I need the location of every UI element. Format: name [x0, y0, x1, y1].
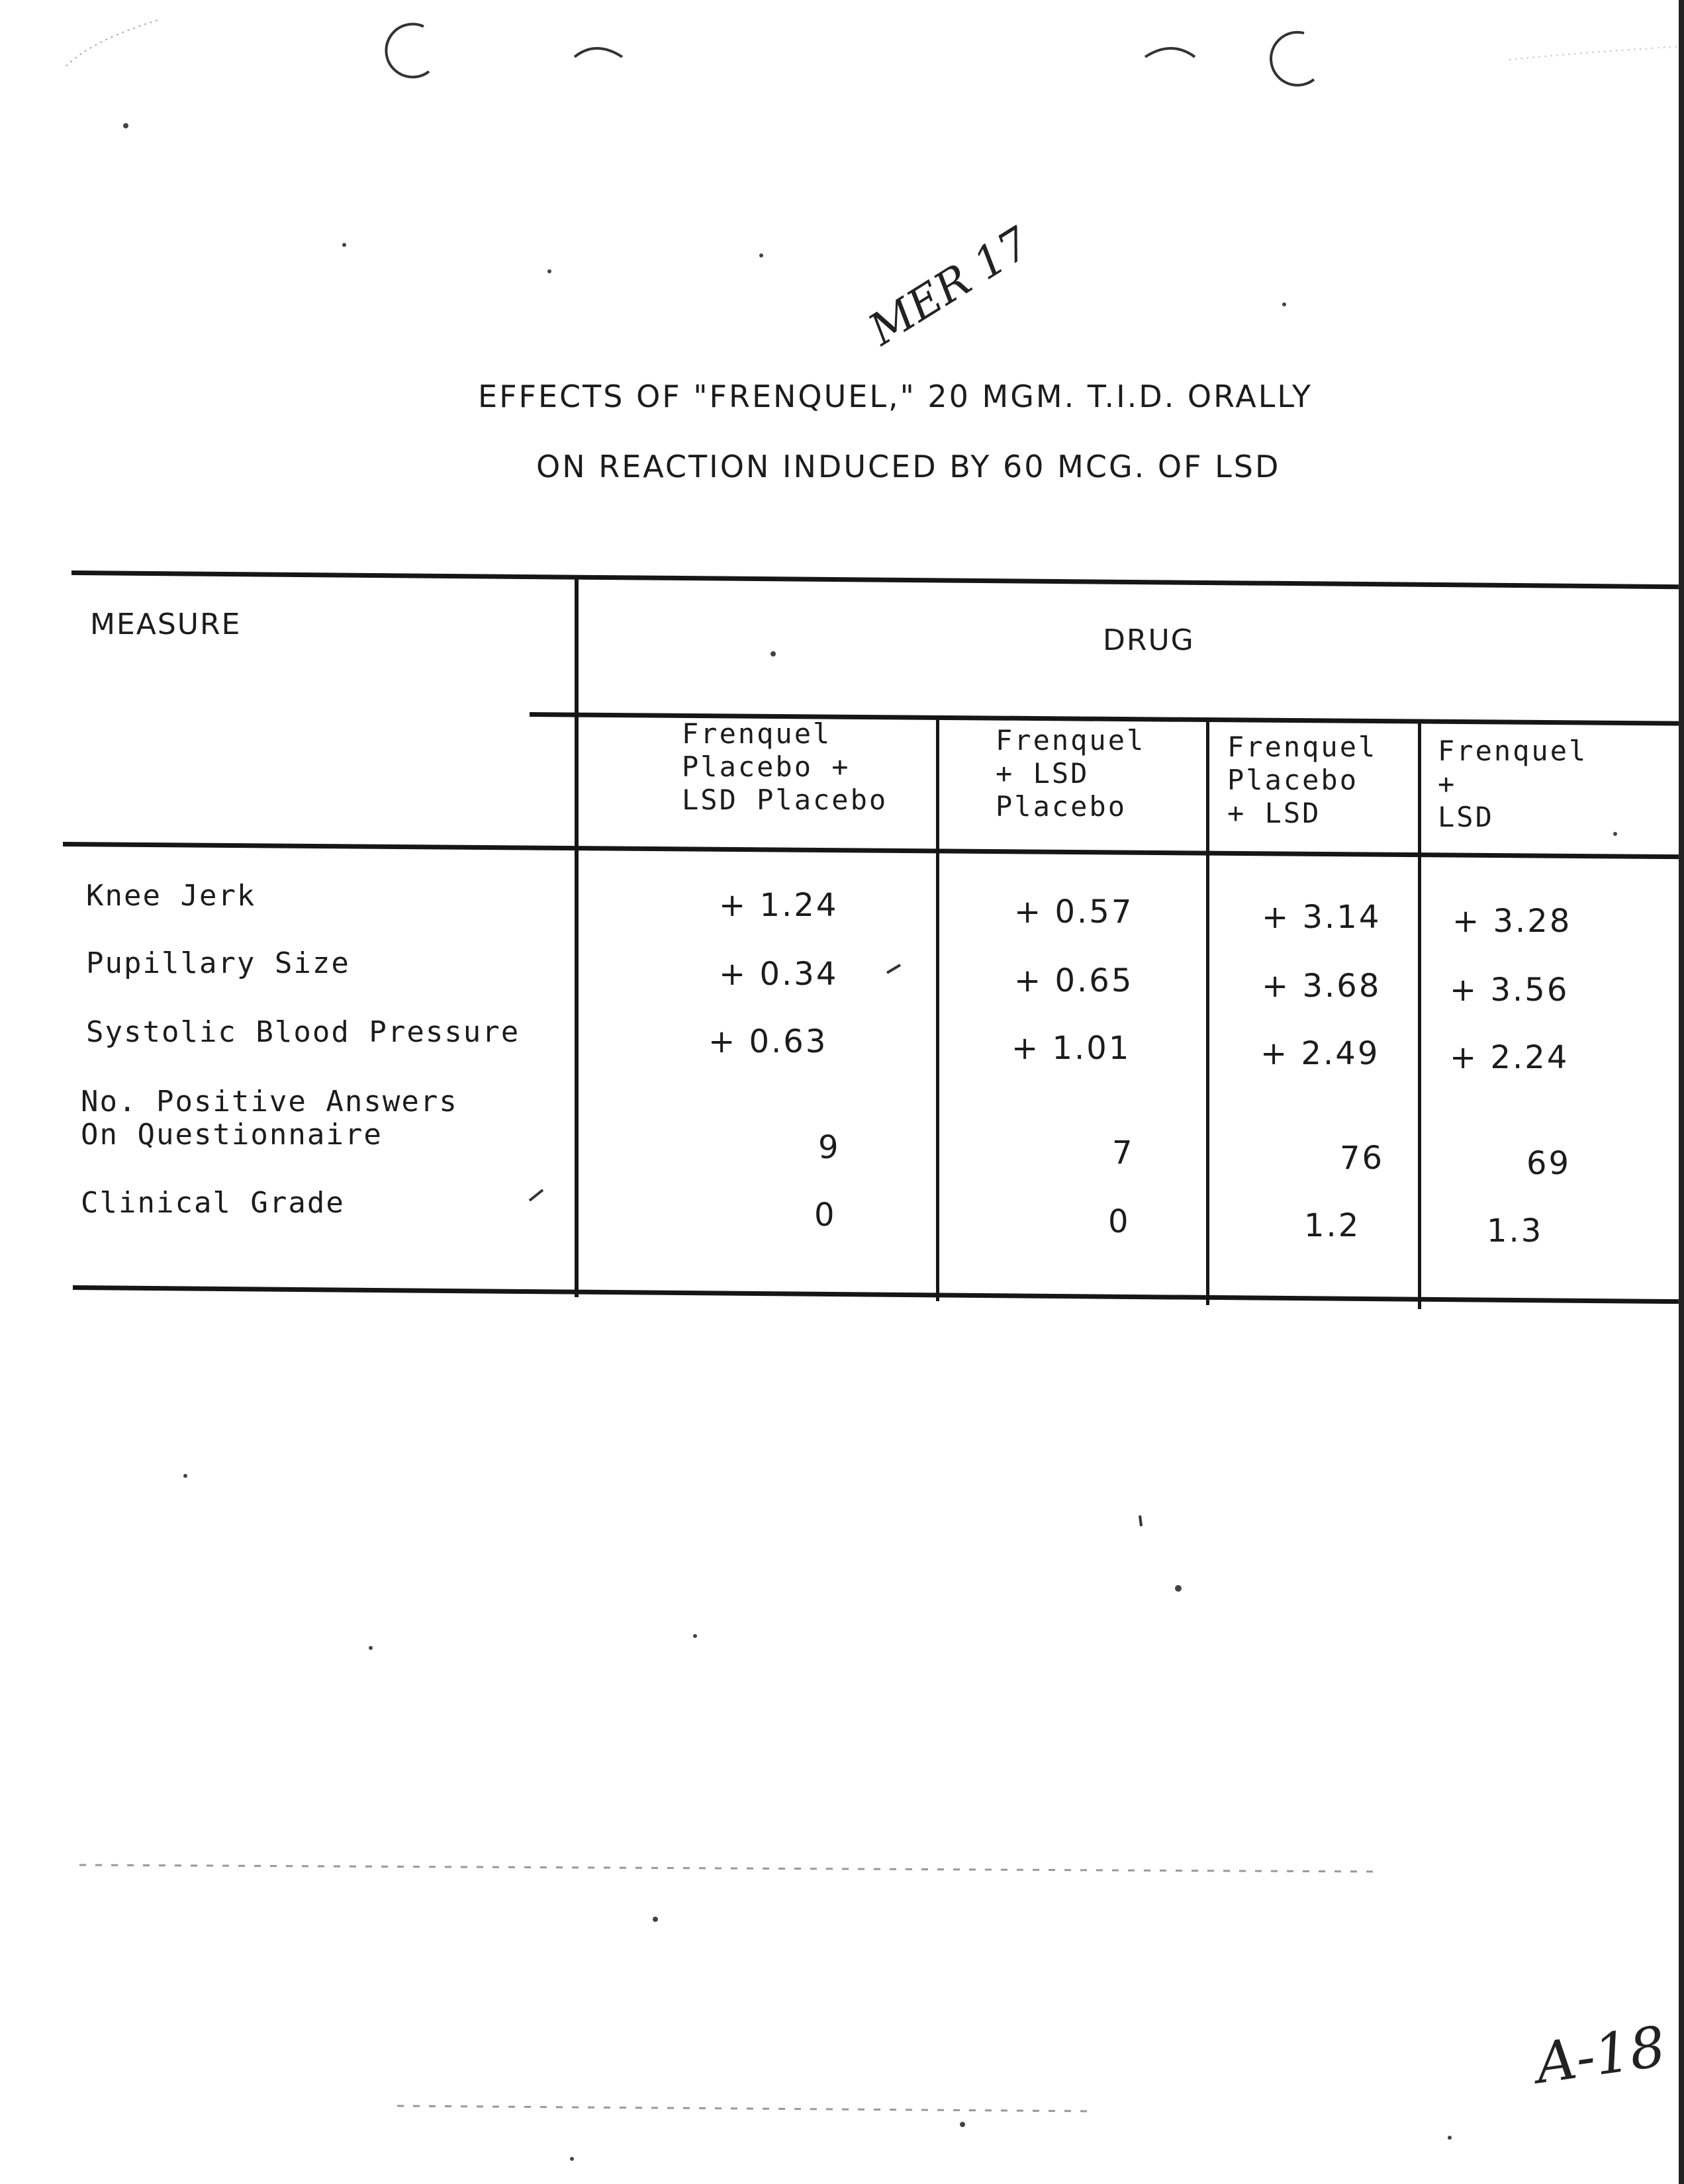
- cell-knee-jerk-col1: + 1.24: [719, 887, 839, 924]
- cell-answers-col4: 69: [1526, 1145, 1571, 1182]
- cell-grade-col3: 1.2: [1304, 1207, 1361, 1244]
- column-header-2: Frenquel + LSD Placebo: [996, 724, 1146, 823]
- drug-header: DRUG: [1103, 623, 1195, 657]
- cell-systolic-col2: + 1.01: [1011, 1030, 1131, 1067]
- cell-pupillary-col1: + 0.34: [719, 956, 839, 993]
- cell-systolic-col3: + 2.49: [1260, 1035, 1380, 1072]
- row-label-positive-answers: No. Positive Answers On Questionnaire: [81, 1085, 458, 1152]
- cell-answers-col3: 76: [1340, 1140, 1385, 1177]
- column-header-4: Frenquel + LSD: [1438, 735, 1588, 833]
- column-header-1: Frenquel Placebo + LSD Placebo: [682, 717, 888, 816]
- corner-annotation: A-18: [1532, 2013, 1669, 2097]
- row-label-pupillary-size: Pupillary Size: [86, 946, 350, 980]
- cell-pupillary-col2: + 0.65: [1014, 962, 1134, 999]
- cell-knee-jerk-col2: + 0.57: [1014, 893, 1134, 931]
- row-label-clinical-grade: Clinical Grade: [81, 1186, 345, 1220]
- cell-pupillary-col3: + 3.68: [1262, 968, 1381, 1005]
- cell-pupillary-col4: + 3.56: [1450, 972, 1569, 1009]
- column-header-3: Frenquel Placebo + LSD: [1227, 731, 1378, 829]
- row-label-systolic-bp: Systolic Blood Pressure: [86, 1015, 520, 1049]
- cell-answers-col1: 9: [818, 1129, 841, 1166]
- cell-systolic-col1: + 0.63: [708, 1023, 828, 1060]
- cell-knee-jerk-col3: + 3.14: [1262, 899, 1381, 936]
- title-line-1: EFFECTS OF "FRENQUEL," 20 MGM. T.I.D. ORALLY: [478, 379, 1313, 414]
- measure-header: MEASURE: [90, 608, 242, 641]
- title-line-2: ON REACTION INDUCED BY 60 MCG. OF LSD: [536, 449, 1281, 484]
- cell-grade-col2: 0: [1108, 1203, 1131, 1240]
- cell-systolic-col4: + 2.24: [1450, 1039, 1569, 1076]
- row-label-knee-jerk: Knee Jerk: [86, 879, 256, 913]
- cell-grade-col4: 1.3: [1487, 1212, 1544, 1250]
- cell-knee-jerk-col4: + 3.28: [1452, 903, 1572, 940]
- cell-answers-col2: 7: [1112, 1134, 1135, 1171]
- handwritten-annotation: MER 17: [860, 217, 1039, 355]
- cell-grade-col1: 0: [814, 1197, 837, 1234]
